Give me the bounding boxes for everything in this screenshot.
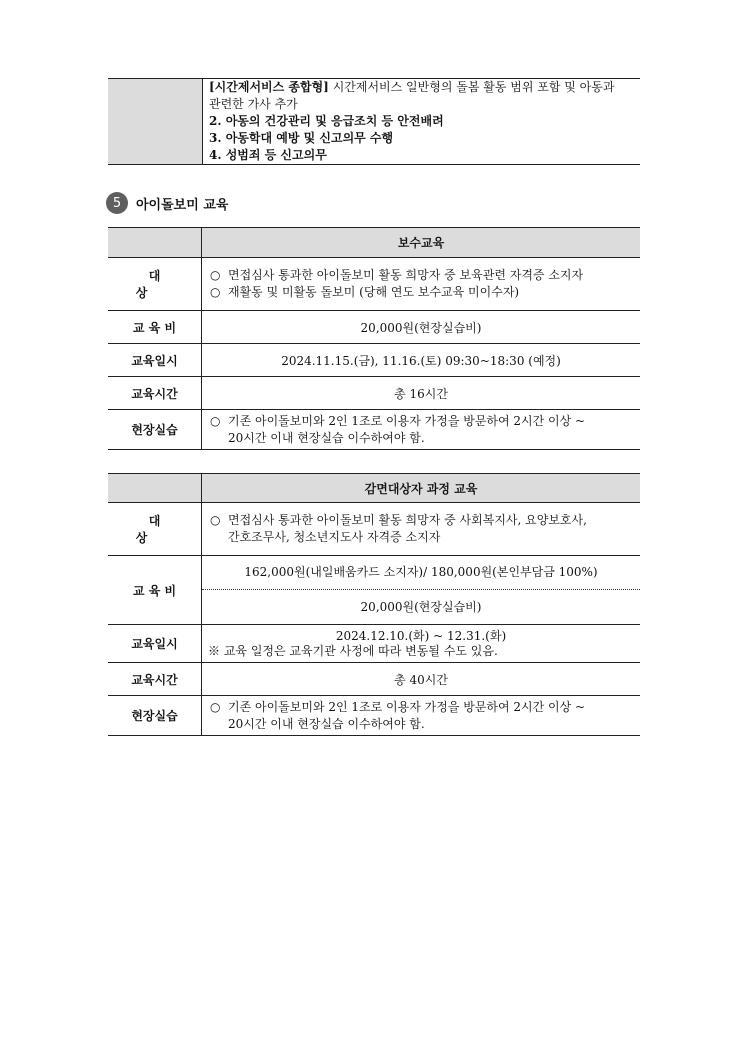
duty-item-3: 3. 아동학대 예방 및 신고의무 수행 (209, 131, 394, 145)
table2-hours: 총 40시간 (202, 663, 641, 696)
table2-practice-line2: 20시간 이내 현장실습 이수하여야 함. (228, 716, 425, 731)
table1-fee: 20,000원(현장실습비) (202, 311, 641, 344)
table1-practice-line2: 20시간 이내 현장실습 이수하여야 함. (228, 430, 425, 445)
table2-date: 2024.12.10.(화) ~ 12.31.(화) (335, 628, 507, 643)
table2-fee-line1: 162,000원(내일배움카드 소지자)/ 180,000원(본인부담금 100%) (202, 556, 640, 590)
comprehensive-type-label: [시간제서비스 종합형] (209, 80, 329, 94)
table2-target-label: 대 상 (108, 503, 202, 556)
table1-target-line2: 재활동 및 미활동 돌보미 (당해 연도 보수교육 미이수자) (228, 285, 520, 299)
table1-date-label: 교육일시 (108, 344, 202, 377)
table1-hours-label: 교육시간 (108, 377, 202, 410)
table2-practice-label: 현장실습 (108, 696, 202, 736)
table1-practice-label: 현장실습 (108, 410, 202, 450)
reduced-course-table (108, 473, 640, 736)
bullet-icon: ○ (210, 699, 221, 714)
table2-date-label: 교육일시 (108, 625, 202, 663)
table1-corner-cell (108, 228, 202, 258)
table1-practice-cell (202, 410, 641, 450)
duty-item-2: 2. 아동의 건강관리 및 응급조치 등 안전배려 (209, 114, 444, 128)
table1-target-label: 대 상 (108, 258, 202, 311)
bullet-icon: ○ (210, 513, 221, 527)
bullet-icon: ○ (210, 285, 221, 299)
table2-date-note: ※ 교육 일정은 교육기관 사정에 따라 변동될 수도 있음. (208, 643, 498, 658)
care-scope-content-cell (203, 79, 641, 165)
table2-fee-label: 교 육 비 (108, 556, 202, 625)
table1-target-cell (202, 258, 641, 311)
table1-hours: 총 16시간 (202, 377, 641, 410)
table1-header: 보수교육 (202, 228, 641, 258)
table1-date: 2024.11.15.(금), 11.16.(토) 09:30~18:30 (예정) (202, 344, 641, 377)
table2-corner-cell (108, 474, 202, 503)
table2-date-cell (202, 625, 641, 663)
table2-target-line2: 간호조무사, 청소년지도사 자격증 소지자 (228, 530, 441, 544)
care-scope-line2: 관련한 가사 추가 (209, 97, 298, 111)
table1-target-line1: 면접심사 통과한 아이돌보미 활동 희망자 중 보육관련 자격증 소지자 (228, 268, 584, 282)
section-title: 아이돌보미 교육 (136, 197, 229, 213)
table2-practice-line1: 기존 아이돌보미와 2인 1조로 이용자 가정을 방문하여 2시간 이상 ~ (228, 699, 586, 714)
comprehensive-type-desc: 시간제서비스 일반형의 돌봄 활동 범위 포함 및 아동과 (328, 80, 615, 94)
care-scope-label-cell (108, 79, 203, 165)
table1-fee-label: 교 육 비 (108, 311, 202, 344)
table1-practice-line1: 기존 아이돌보미와 2인 1조로 이용자 가정을 방문하여 2시간 이상 ~ (228, 413, 586, 428)
table2-hours-label: 교육시간 (108, 663, 202, 696)
bullet-icon: ○ (210, 413, 221, 428)
care-scope-line1 (209, 79, 634, 96)
refresher-training-table (108, 227, 640, 450)
table2-target-cell (202, 503, 641, 556)
bullet-icon: ○ (210, 268, 221, 282)
table2-target-line1: 면접심사 통과한 아이돌보미 활동 희망자 중 사회복지사, 요양보호사, (228, 513, 587, 527)
duty-item-4: 4. 성범죄 등 신고의무 (209, 148, 327, 162)
table2-fee-cell (202, 556, 641, 625)
table2-practice-cell (202, 696, 641, 736)
section-number-badge: 5 (106, 192, 128, 214)
care-scope-table (108, 78, 640, 165)
table2-fee-line2: 20,000원(현장실습비) (360, 600, 482, 614)
section-heading (106, 190, 228, 216)
table2-header: 감면대상자 과정 교육 (202, 474, 641, 503)
